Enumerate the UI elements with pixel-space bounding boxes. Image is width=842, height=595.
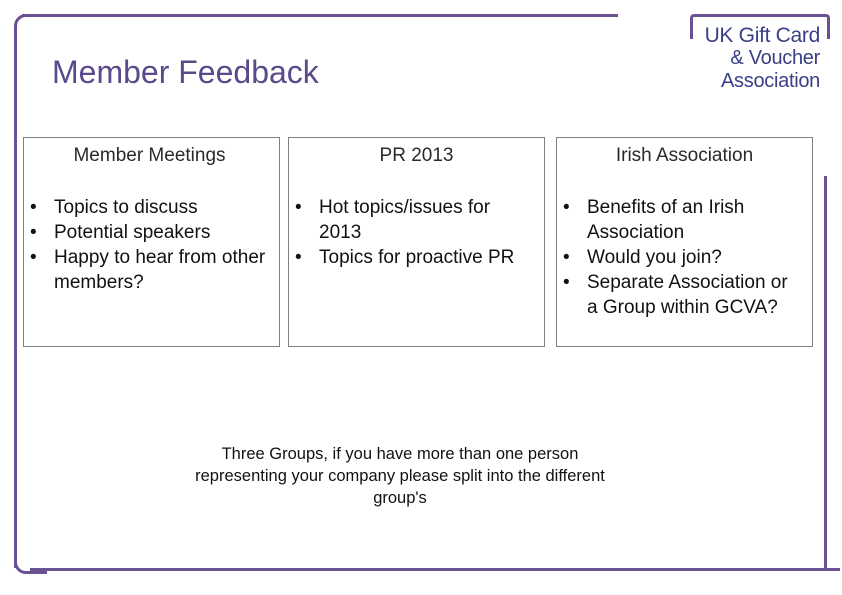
list-item: • Separate Association or a Group within GCVA? <box>557 270 803 320</box>
box-heading: Member Meetings <box>73 145 226 166</box>
list-item: • Would you join? <box>557 245 803 270</box>
frame-bottom-border <box>30 568 840 571</box>
irish-association-box <box>556 137 813 347</box>
pr-2013-box <box>288 137 545 347</box>
list-item: • Benefits of an Irish Association <box>557 195 803 245</box>
member-meetings-box <box>23 137 280 347</box>
instruction-note: Three Groups, if you have more than one person representing your company please split into the different group's <box>195 445 605 507</box>
list-item: • Topics for proactive PR <box>289 245 525 270</box>
list-item: • Topics to discuss <box>24 195 274 220</box>
bullet-list <box>24 195 274 295</box>
list-item: • Hot topics/issues for 2013 <box>289 195 525 245</box>
frame-right-border <box>824 176 827 570</box>
frame-left-border <box>14 80 17 568</box>
list-item: • Happy to hear from other members? <box>24 245 274 295</box>
box-heading: PR 2013 <box>379 145 454 166</box>
bullet-list <box>557 195 803 320</box>
association-logo <box>692 24 820 93</box>
logo-line-1: UK Gift Card <box>704 24 820 47</box>
list-item: • Potential speakers <box>24 220 274 245</box>
frame-top-border <box>22 14 618 17</box>
logo-line-2: & Voucher <box>730 47 820 69</box>
slide-title: Member Feedback <box>52 54 319 90</box>
frame-top-left-corner <box>14 14 47 97</box>
bullet-list <box>289 195 525 270</box>
logo-line-3: Association <box>721 70 820 92</box>
box-heading: Irish Association <box>615 145 754 166</box>
